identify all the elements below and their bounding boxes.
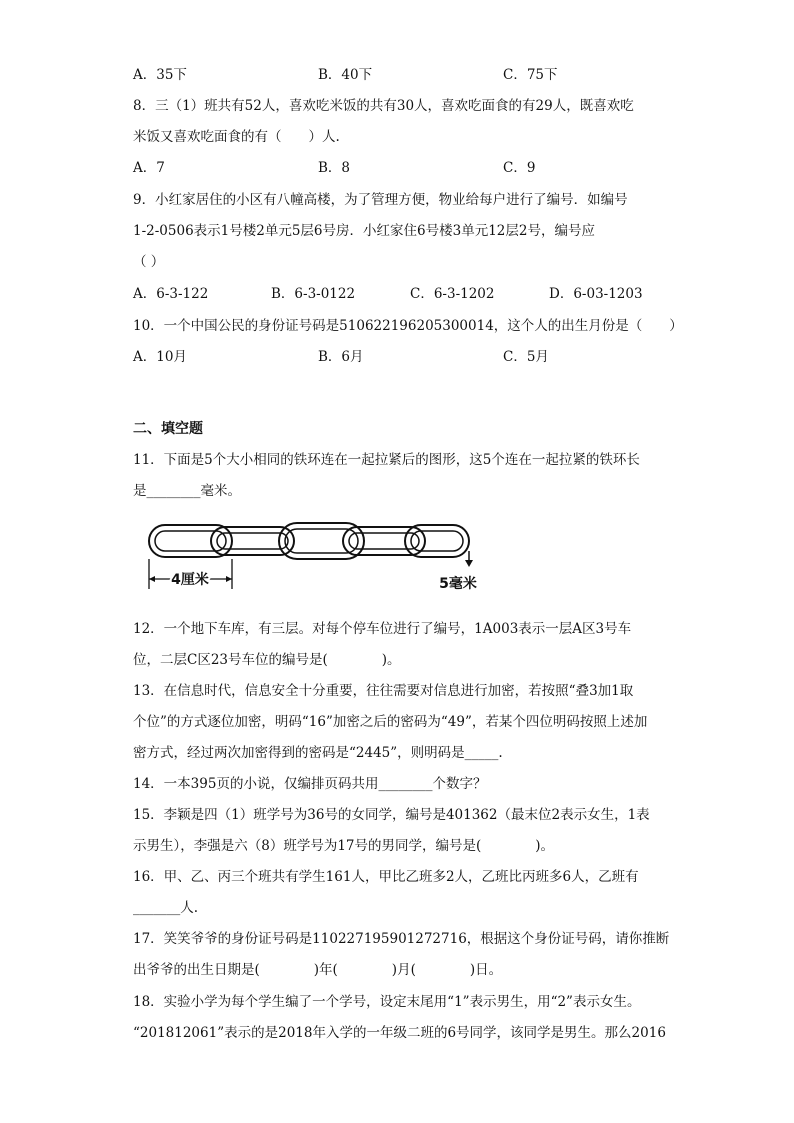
q11-line-2: 是________毫米。 [133,483,241,499]
section-title: 二、填空题 [133,421,203,437]
q9-line-1: 9．小红家居住的小区有八幢高楼，为了管理方便，物业给每户进行了编号．如编号 [133,192,628,208]
q12-line-1: 12．一个地下车库，有三层。对每个停车位进行了编号，1A003表示一层A区3号车 [133,621,632,637]
q10-line-1: 10．一个中国公民的身份证号码是510622196205300014，这个人的出生月份是（ ） [133,318,683,334]
q7-option-c: C．75下 [503,67,558,83]
figure-left-label: 4厘米 [171,572,209,588]
q9-option-a: A．6-3-122 [133,286,209,302]
q9-option-d: D．6-03-1203 [549,286,643,302]
q14-line-1: 14．一本395页的小说，仅编排页码共用________个数字？ [133,776,487,792]
q8-option-a: A．7 [133,160,165,176]
q13-line-1: 13．在信息时代，信息安全十分重要，往往需要对信息进行加密，若按照“叠3加1取 [133,683,634,699]
chain-link-figure [140,515,500,600]
q10-option-a: A．10月 [133,349,187,365]
down-arrowhead [465,560,473,567]
q15-line-1: 15．李颖是四（1）班学号为36号的女同学，编号是401362（最末位2表示女生，1表 [133,807,650,823]
figure-right-label: 5毫米 [439,576,477,592]
q9-line-2: 1-2-0506表示1号楼2单元5层6号房．小红家住6号楼3单元12层2号，编号应 [133,223,595,239]
q13-line-3: 密方式，经过两次加密得到的密码是“2445”，则明码是_____. [133,745,503,761]
q8-option-c: C．9 [503,160,536,176]
q16-line-2: _______人. [133,900,199,916]
q16-line-1: 16．甲、乙、丙三个班共有学生161人，甲比乙班多2人，乙班比丙班多6人，乙班有 [133,869,639,885]
q11-line-1: 11．下面是5个大小相同的铁环连在一起拉紧后的图形，这5个连在一起拉紧的铁环长 [133,452,640,468]
q17-line-2: 出爷爷的出生日期是( )年( )月( )日。 [133,962,503,978]
q7-option-a: A．35下 [133,67,187,83]
q8-line-1: 8．三（1）班共有52人，喜欢吃米饭的共有30人，喜欢吃面食的有29人，既喜欢吃 [133,98,634,114]
q9-option-b: B．6-3-0122 [271,286,356,302]
q9-option-c: C．6-3-1202 [410,286,495,302]
chain-link-5 [405,525,469,557]
q12-line-2: 位，二层C区23号车位的编号是( )。 [133,652,401,668]
right-arrowhead [226,576,232,582]
q8-option-b: B．8 [318,160,351,176]
q8-line-2: 米饭又喜欢吃面食的有（ ）人. [133,129,340,145]
chain-link-4 [343,527,425,555]
q7-option-b: B．40下 [318,67,373,83]
q18-line-1: 18．实验小学为每个学生编了一个学号，设定末尾用“1”表示男生，用“2”表示女生。 [133,994,641,1010]
q17-line-1: 17．笑笑爷爷的身份证号码是110227195901272716，根据这个身份证号码，请你推断 [133,931,670,947]
chain-link-1 [149,525,232,557]
left-arrowhead [149,576,155,582]
q10-option-c: C．5月 [503,349,549,365]
q10-option-b: B．6月 [318,349,364,365]
q18-line-2: “201812061”表示的是2018年入学的一年级二班的6号同学，该同学是男生。那么2016 [133,1025,666,1041]
q9-line-3: （ ） [133,254,165,270]
q15-line-2: 示男生），李强是六（8）班学号为17号的男同学，编号是( )。 [133,838,555,854]
q13-line-2: 个位”的方式逐位加密，明码“16”加密之后的密码为“49”，若某个四位明码按照上述加 [133,714,648,730]
